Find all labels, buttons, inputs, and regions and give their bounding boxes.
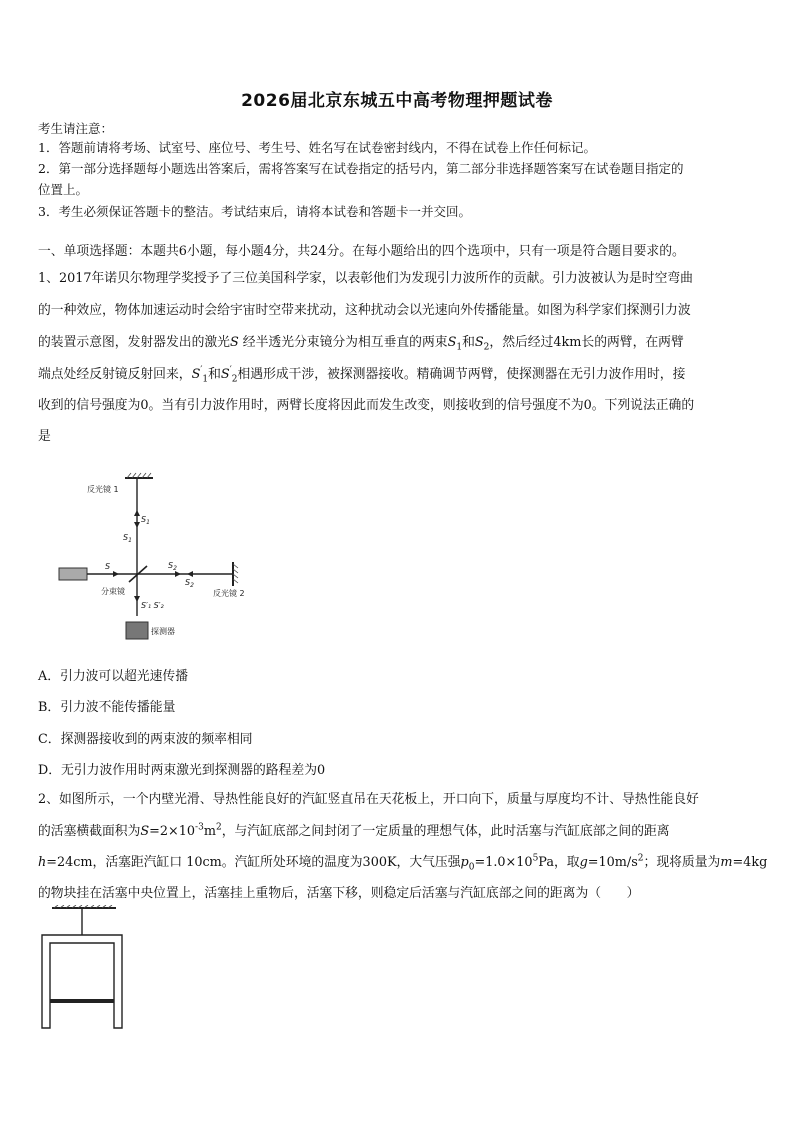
q1-line-1: 1、2017年诺贝尔物理学奖授予了三位美国科学家，以表彰他们为发现引力波所作的贡献。引力波被认为是时空弯曲: [38, 271, 693, 286]
q1-option-a: A．引力波可以超光速传播: [38, 669, 189, 684]
q1-option-b: B．引力波不能传播能量: [38, 700, 176, 715]
q1-line-6: 是: [38, 429, 51, 444]
notice-item-2-cont: 位置上。: [38, 182, 89, 197]
arrow-s1p-icon: [134, 510, 140, 516]
arrow-s1-icon: [134, 522, 140, 528]
q1-line-3: 的装置示意图，发射器发出的激光S 经半透光分束镜分为相互垂直的两束$S_1$和$S_2$，然后经过4km长的两臂，在两臂: [38, 335, 684, 353]
detector: [126, 622, 148, 639]
q1-line-4: 端点处经反射镜反射回来，$S'_1$和$S'_2$相遇形成干涉，被探测器接收。精确调节两臂，使探测器在无引力波作用时，接: [38, 365, 686, 385]
beam-s2-label: $S_2$: [168, 561, 177, 572]
cylinder-diagram: [38, 905, 128, 1031]
q1-option-c: C．探测器接收到的两束波的频率相同: [38, 732, 253, 747]
page-title: 2026届北京东城五中高考物理押题试卷: [241, 91, 553, 111]
arrow-det-icon: [134, 596, 140, 602]
notice-heading: 考生请注意：: [38, 121, 114, 136]
q2-line-2: 的活塞横截面积为$S=2\times 10^{-3}m^2$，与汽缸底部之间封闭了一定质量的理想气体，此时活塞与汽缸底部之间的距离: [38, 822, 670, 839]
q1-option-d: D．无引力波作用时两束激光到探测器的路程差为0: [38, 763, 326, 778]
arrow-s-icon: [113, 571, 119, 577]
q2-line-3: h=24cm，活塞距汽缸口 10cm。汽缸所处环境的温度为300K，大气压强$p_0=1.0\times 10^5Pa$，取$g=10m/s^2$；现将质量为m=4kg: [38, 853, 768, 873]
laser-source: [59, 568, 87, 580]
mirror-2-label: 反光镜 2: [213, 589, 245, 598]
splitter-label: 分束镜: [101, 587, 125, 596]
interferometer-diagram: [55, 470, 275, 645]
q1-line-5: 收到的信号强度为0。当有引力波作用时，两臂长度将因此而发生改变，则接收到的信号强度不为0。下列说法正确的: [38, 398, 695, 413]
q1-line-2: 的一种效应，物体加速运动时会给宇宙时空带来扰动，这种扰动会以光速向外传播能量。如图为科学家们探测引力波: [38, 303, 691, 318]
beam-s2p-label: $S_2$: [185, 578, 194, 589]
section-heading: 一、单项选择题：本题共6小题，每小题4分，共24分。在每小题给出的四个选项中，只有一项是符合题目要求的。: [38, 244, 685, 259]
mirror-1-label: 反光镜 1: [87, 485, 119, 494]
arrow-s2p-icon: [187, 571, 193, 577]
q2-line-1: 2、如图所示，一个内壁光滑、导热性能良好的汽缸竖直吊在天花板上，开口向下，质量与厚度均不计、导热性能良好: [38, 792, 699, 807]
beam-s1-label: $S_1$: [123, 533, 132, 544]
q2-line-4: 的物块挂在活塞中央位置上，活塞挂上重物后，活塞下移，则稳定后活塞与汽缸底部之间的距离为（ ）: [38, 886, 640, 901]
detector-beam-label: S′₁ S′₂: [141, 601, 164, 610]
piston: [50, 999, 114, 1003]
beam-s-label: S: [105, 562, 111, 571]
notice-item-3: 3．考生必须保证答题卡的整洁。考试结束后，请将本试卷和答题卡一并交回。: [38, 204, 471, 219]
beam-s1p-label: $S_1$: [141, 515, 150, 526]
notice-item-1: 1．答题前请将考场、试室号、座位号、考生号、姓名写在试卷密封线内，不得在试卷上作任何标记。: [38, 140, 596, 155]
cylinder-wall: [42, 935, 122, 1028]
detector-label: 探测器: [151, 627, 175, 636]
notice-item-2: 2．第一部分选择题每小题选出答案后，需将答案写在试卷指定的括号内，第二部分非选择题答案写在试卷题目指定的: [38, 161, 684, 176]
